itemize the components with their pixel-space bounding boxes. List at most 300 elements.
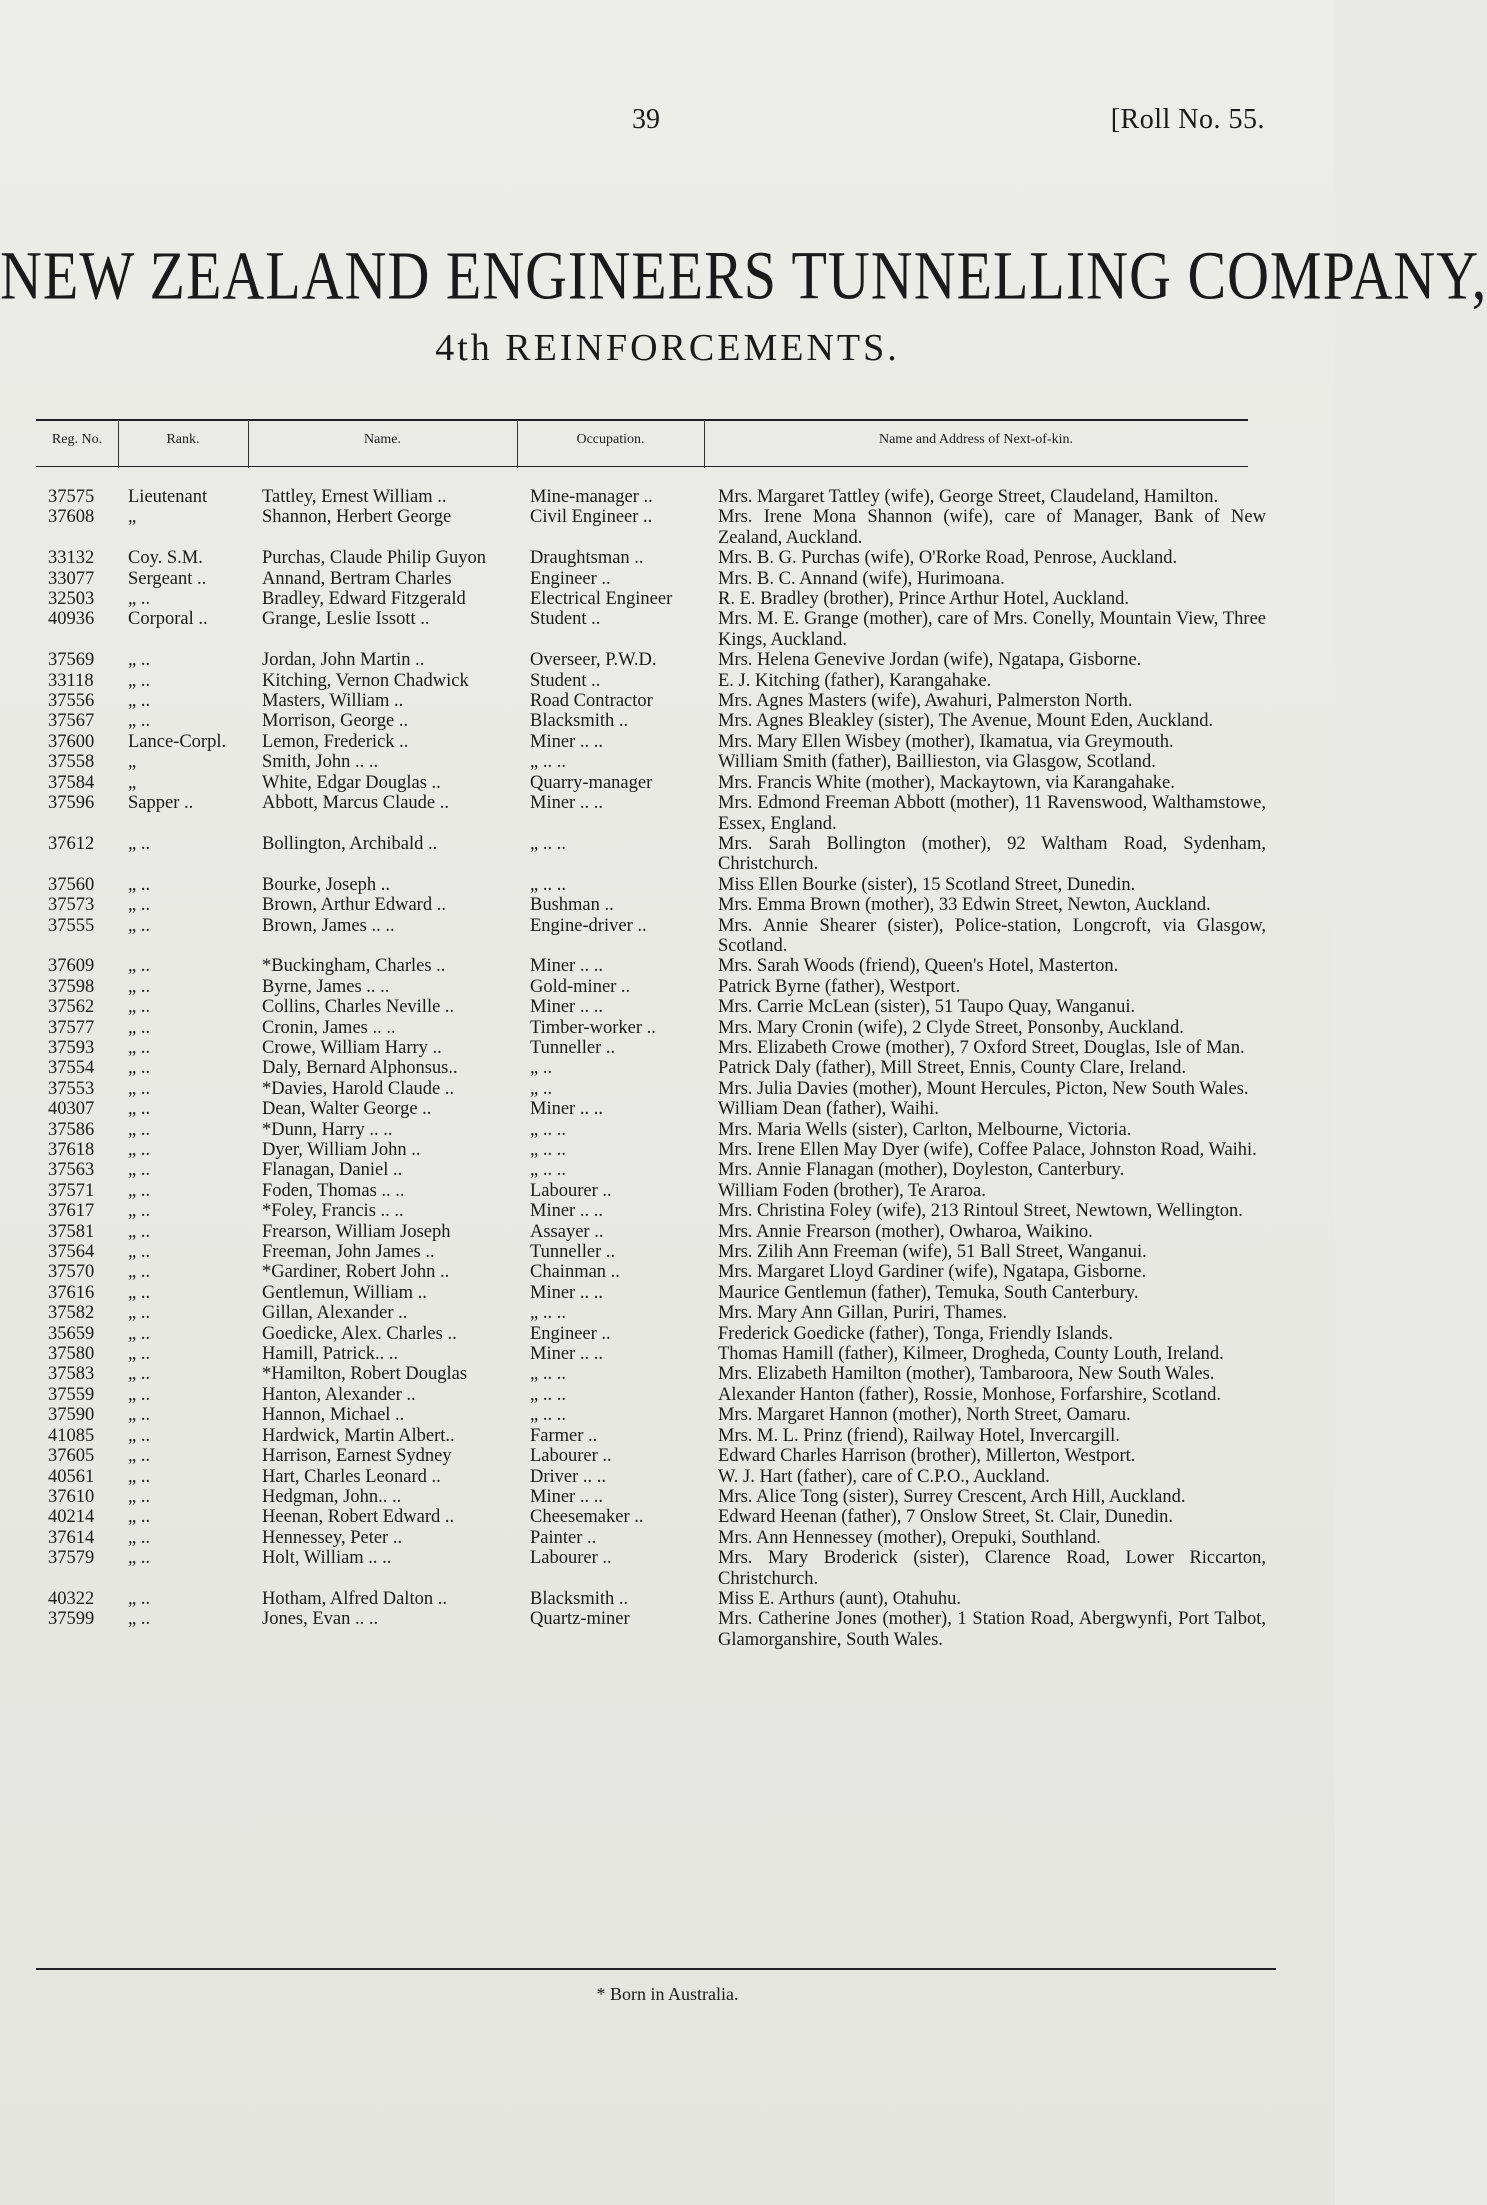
- rank-cell: „ ..: [128, 1119, 151, 1140]
- reg-no-cell: 37570: [48, 1262, 95, 1283]
- table-row: [0, 1385, 1335, 1405]
- table-row: [0, 1038, 1335, 1058]
- next-of-kin-cell: Mrs. Agnes Bleakley (sister), The Avenue, Mount Eden, Auckland.: [718, 711, 1214, 732]
- reg-no-cell: 37582: [48, 1303, 95, 1324]
- next-of-kin-cell: William Dean (father), Waihi.: [718, 1099, 939, 1120]
- reg-no-cell: 37562: [48, 997, 95, 1018]
- reg-no-cell: 37612: [48, 833, 95, 854]
- rank-cell: Sapper ..: [128, 793, 194, 814]
- name-cell: Crowe, William Harry ..: [262, 1037, 442, 1058]
- rank-cell: „ ..: [128, 1588, 151, 1609]
- rank-cell: „ ..: [128, 1507, 151, 1528]
- footnote: * Born in Australia.: [596, 1984, 739, 2004]
- reg-no-cell: 41085: [48, 1425, 95, 1446]
- next-of-kin-cell: Mrs. Helena Genevive Jordan (wife), Ngatapa, Gisborne.: [718, 650, 1142, 671]
- table-row: [0, 1079, 1335, 1099]
- table-row: [0, 1548, 1335, 1589]
- next-of-kin-cell: Patrick Daly (father), Mill Street, Ennis, County Clare, Ireland.: [718, 1058, 1187, 1079]
- name-cell: Goedicke, Alex. Charles ..: [262, 1323, 457, 1344]
- name-cell: Shannon, Herbert George: [262, 507, 452, 528]
- occupation-cell: Miner .. ..: [530, 997, 603, 1018]
- reg-no-cell: 37580: [48, 1344, 95, 1365]
- table-row: [0, 1099, 1335, 1119]
- name-cell: Morrison, George ..: [262, 711, 409, 732]
- next-of-kin-cell: Mrs. Sarah Woods (friend), Queen's Hotel, Masterton.: [718, 956, 1119, 977]
- rank-cell: „ ..: [128, 1364, 151, 1385]
- rank-cell: „ ..: [128, 691, 151, 712]
- table-row: [0, 1018, 1335, 1038]
- reg-no-cell: 37584: [48, 772, 95, 793]
- page-number: 39: [632, 104, 660, 135]
- name-cell: Hamill, Patrick.. ..: [262, 1344, 399, 1365]
- next-of-kin-cell: Mrs. Mary Ann Gillan, Puriri, Thames.: [718, 1303, 1007, 1324]
- occupation-cell: Electrical Engineer: [530, 589, 673, 610]
- table-row: [0, 834, 1335, 875]
- reg-no-cell: 37617: [48, 1201, 95, 1222]
- column-header-rank: Rank.: [166, 432, 200, 447]
- name-cell: Byrne, James .. ..: [262, 976, 390, 997]
- rank-cell: „ ..: [128, 915, 151, 936]
- reg-no-cell: 37596: [48, 793, 95, 814]
- next-of-kin-cell: Mrs. Irene Ellen May Dyer (wife), Coffee Palace, Johnston Road, Waihi.: [718, 1140, 1257, 1160]
- next-of-kin-cell: Miss Ellen Bourke (sister), 15 Scotland Street, Dunedin.: [718, 874, 1136, 895]
- next-of-kin-cell: Mrs. Emma Brown (mother), 33 Edwin Street, Newton, Auckland.: [718, 895, 1211, 916]
- table-row: [0, 609, 1335, 650]
- reg-no-cell: 37608: [48, 507, 95, 528]
- occupation-cell: Bushman ..: [530, 895, 614, 916]
- occupation-cell: Civil Engineer ..: [530, 507, 653, 528]
- next-of-kin-cell: Maurice Gentlemun (father), Temuka, South Canterbury.: [718, 1282, 1139, 1303]
- rank-cell: „ ..: [128, 1446, 151, 1467]
- name-cell: Dean, Walter George ..: [262, 1099, 432, 1120]
- rank-cell: „ ..: [128, 1384, 151, 1405]
- next-of-kin-cell: Mrs. Julia Davies (mother), Mount Hercules, Picton, New South Wales.: [718, 1078, 1249, 1099]
- occupation-cell: Tunneller ..: [530, 1242, 616, 1263]
- reg-no-cell: 37614: [48, 1527, 95, 1548]
- next-of-kin-cell: Mrs. Sarah Bollington (mother), 92 Waltham Road, Sydenham, Christchurch.: [718, 833, 1266, 875]
- occupation-cell: Labourer ..: [530, 1548, 612, 1569]
- rank-cell: „ ..: [128, 1486, 151, 1507]
- reg-no-cell: 40561: [48, 1466, 95, 1487]
- name-cell: Bourke, Joseph ..: [262, 874, 390, 895]
- name-cell: Tattley, Ernest William ..: [262, 487, 447, 507]
- table-row: [0, 1160, 1335, 1180]
- name-cell: *Davies, Harold Claude ..: [262, 1078, 455, 1099]
- table-row: [0, 1120, 1335, 1140]
- name-cell: White, Edgar Douglas ..: [262, 772, 441, 793]
- table-row: [0, 1181, 1335, 1201]
- occupation-cell: „ .. ..: [530, 833, 566, 854]
- rank-cell: Coy. S.M.: [128, 548, 203, 569]
- rank-cell: „ ..: [128, 670, 151, 691]
- table-row: [0, 773, 1335, 793]
- next-of-kin-cell: Mrs. Margaret Tattley (wife), George Street, Claudeland, Hamilton.: [718, 487, 1219, 507]
- table-row: [0, 569, 1335, 589]
- rank-cell: „ ..: [128, 1037, 151, 1058]
- table-row: [0, 1262, 1335, 1282]
- name-cell: Holt, William .. ..: [262, 1548, 392, 1569]
- table-row: [0, 487, 1335, 507]
- rank-cell: „ ..: [128, 1160, 151, 1181]
- name-cell: Foden, Thomas .. ..: [262, 1180, 405, 1201]
- reg-no-cell: 37600: [48, 731, 95, 752]
- rank-cell: „ ..: [128, 1282, 151, 1303]
- reg-no-cell: 37573: [48, 895, 95, 916]
- table-row: [0, 650, 1335, 670]
- rank-cell: „ ..: [128, 1221, 151, 1242]
- occupation-cell: Labourer ..: [530, 1180, 612, 1201]
- table-row: [0, 1446, 1335, 1466]
- rank-cell: Lieutenant: [128, 487, 208, 507]
- name-cell: Hardwick, Martin Albert..: [262, 1425, 455, 1446]
- occupation-cell: Overseer, P.W.D.: [530, 650, 657, 671]
- name-cell: Hedgman, John.. ..: [262, 1486, 402, 1507]
- table-row: [0, 1058, 1335, 1078]
- occupation-cell: Engineer ..: [530, 1323, 611, 1344]
- next-of-kin-cell: Mrs. B. G. Purchas (wife), O'Rorke Road, Penrose, Auckland.: [718, 548, 1178, 569]
- reg-no-cell: 40214: [48, 1507, 95, 1528]
- name-cell: *Gardiner, Robert John ..: [262, 1262, 450, 1283]
- reg-no-cell: 37567: [48, 711, 95, 732]
- occupation-cell: Labourer ..: [530, 1446, 612, 1467]
- rank-cell: Lance-Corpl.: [128, 731, 227, 752]
- name-cell: Brown, Arthur Edward ..: [262, 895, 446, 916]
- column-header-reg-no: Reg. No.: [51, 432, 103, 447]
- reg-no-cell: 33077: [48, 568, 95, 589]
- next-of-kin-cell: Alexander Hanton (father), Rossie, Monhose, Forfarshire, Scotland.: [718, 1384, 1221, 1405]
- next-of-kin-cell: E. J. Kitching (father), Karangahake.: [718, 670, 992, 691]
- occupation-cell: Miner .. ..: [530, 1282, 603, 1303]
- next-of-kin-cell: Mrs. Agnes Masters (wife), Awahuri, Palmerston North.: [718, 691, 1133, 712]
- rank-cell: „ ..: [128, 1078, 151, 1099]
- table-row: [0, 1405, 1335, 1425]
- name-cell: Jones, Evan .. ..: [262, 1609, 379, 1630]
- rank-cell: „ ..: [128, 1609, 151, 1630]
- next-of-kin-cell: Mrs. Irene Mona Shannon (wife), care of Manager, Bank of New Zealand, Auckland.: [718, 507, 1266, 548]
- reg-no-cell: 40322: [48, 1588, 95, 1609]
- reg-no-cell: 37553: [48, 1078, 95, 1099]
- name-cell: Flanagan, Daniel ..: [262, 1160, 403, 1181]
- table-row: [0, 977, 1335, 997]
- table-top-rule: [36, 419, 1248, 421]
- table-bottom-rule: [36, 1968, 1276, 1970]
- occupation-cell: Miner .. ..: [530, 731, 603, 752]
- occupation-cell: Blacksmith ..: [530, 1588, 629, 1609]
- occupation-cell: Painter ..: [530, 1527, 597, 1548]
- occupation-cell: Chainman ..: [530, 1262, 620, 1283]
- table-row: [0, 1364, 1335, 1384]
- next-of-kin-cell: Mrs. Elizabeth Hamilton (mother), Tambaroora, New South Wales.: [718, 1364, 1215, 1385]
- rank-cell: „ ..: [128, 589, 151, 610]
- table-row: [0, 956, 1335, 976]
- name-cell: Bradley, Edward Fitzgerald: [262, 589, 466, 610]
- next-of-kin-cell: William Foden (brother), Te Araroa.: [718, 1180, 986, 1201]
- next-of-kin-cell: Mrs. M. L. Prinz (friend), Railway Hotel, Invercargill.: [718, 1425, 1120, 1446]
- rank-cell: Sergeant ..: [128, 568, 207, 589]
- page-subtitle: 4th REINFORCEMENTS.: [435, 327, 900, 369]
- table-row: [0, 1242, 1335, 1262]
- occupation-cell: Mine-manager ..: [530, 487, 653, 507]
- next-of-kin-cell: Miss E. Arthurs (aunt), Otahuhu.: [718, 1588, 962, 1609]
- rank-cell: „ ..: [128, 956, 151, 977]
- next-of-kin-cell: Mrs. Mary Ellen Wisbey (mother), Ikamatua, via Greymouth.: [718, 731, 1174, 752]
- rank-cell: „ ..: [128, 1099, 151, 1120]
- reg-no-cell: 37579: [48, 1548, 95, 1569]
- occupation-cell: „ .. ..: [530, 1119, 566, 1140]
- next-of-kin-cell: Mrs. B. C. Annand (wife), Hurimoana.: [718, 568, 1005, 589]
- occupation-cell: Draughtsman ..: [530, 548, 644, 569]
- table-row: [0, 589, 1335, 609]
- table-row: [0, 1283, 1335, 1303]
- name-cell: Lemon, Frederick ..: [262, 731, 409, 752]
- table-row: [0, 1426, 1335, 1446]
- next-of-kin-cell: R. E. Bradley (brother), Prince Arthur Hotel, Auckland.: [718, 589, 1130, 610]
- occupation-cell: Timber-worker ..: [530, 1017, 656, 1038]
- occupation-cell: Student ..: [530, 609, 601, 630]
- name-cell: Hart, Charles Leonard ..: [262, 1466, 441, 1487]
- name-cell: Smith, John .. ..: [262, 752, 379, 773]
- rank-cell: „ ..: [128, 1303, 151, 1324]
- name-cell: Bollington, Archibald ..: [262, 833, 438, 854]
- occupation-cell: Miner .. ..: [530, 956, 603, 977]
- occupation-cell: „ .. ..: [530, 1384, 566, 1405]
- table-row: [0, 1467, 1335, 1487]
- name-cell: Jordan, John Martin ..: [262, 650, 425, 671]
- page-title: NEW ZEALAND ENGINEERS TUNNELLING COMPANY,: [0, 237, 1487, 314]
- next-of-kin-cell: Mrs. Elizabeth Crowe (mother), 7 Oxford Street, Douglas, Isle of Man.: [718, 1037, 1245, 1058]
- rank-cell: Corporal ..: [128, 609, 208, 630]
- reg-no-cell: 37555: [48, 915, 95, 936]
- occupation-cell: Cheesemaker ..: [530, 1507, 644, 1528]
- table-row: [0, 752, 1335, 772]
- occupation-cell: Miner .. ..: [530, 1344, 603, 1365]
- name-cell: *Hamilton, Robert Douglas: [262, 1364, 468, 1385]
- table-row: [0, 875, 1335, 895]
- table-row: [0, 1507, 1335, 1527]
- rank-cell: „: [128, 752, 137, 773]
- rank-cell: „ ..: [128, 1344, 151, 1365]
- reg-no-cell: 37559: [48, 1384, 95, 1405]
- reg-no-cell: 37558: [48, 752, 95, 773]
- name-cell: Purchas, Claude Philip Guyon: [262, 548, 487, 569]
- table-row: [0, 1344, 1335, 1364]
- table-row: [0, 1589, 1335, 1609]
- rank-cell: „ ..: [128, 1323, 151, 1344]
- name-cell: Gentlemun, William ..: [262, 1282, 427, 1303]
- rank-cell: „ ..: [128, 895, 151, 916]
- occupation-cell: Miner .. ..: [530, 1486, 603, 1507]
- rank-cell: „: [128, 772, 137, 793]
- reg-no-cell: 40307: [48, 1099, 95, 1120]
- name-cell: Heenan, Robert Edward ..: [262, 1507, 455, 1528]
- reg-no-cell: 37554: [48, 1058, 95, 1079]
- next-of-kin-cell: Mrs. Mary Broderick (sister), Clarence Road, Lower Riccarton, Christchurch.: [718, 1548, 1266, 1589]
- occupation-cell: „ ..: [530, 1078, 553, 1099]
- table-row: [0, 691, 1335, 711]
- rank-cell: „ ..: [128, 1242, 151, 1263]
- reg-no-cell: 37605: [48, 1446, 95, 1467]
- table-row: [0, 671, 1335, 691]
- occupation-cell: Gold-miner ..: [530, 976, 631, 997]
- next-of-kin-cell: Thomas Hamill (father), Kilmeer, Drogheda, County Louth, Ireland.: [718, 1344, 1224, 1365]
- reg-no-cell: 37571: [48, 1180, 95, 1201]
- occupation-cell: Quarry-manager: [530, 772, 653, 793]
- occupation-cell: Quartz-miner: [530, 1609, 630, 1630]
- occupation-cell: „ .. ..: [530, 1303, 566, 1324]
- reg-no-cell: 37586: [48, 1119, 95, 1140]
- next-of-kin-cell: Mrs. Annie Frearson (mother), Owharoa, Waikino.: [718, 1221, 1093, 1242]
- table-row: [0, 548, 1335, 568]
- next-of-kin-cell: Mrs. Edmond Freeman Abbott (mother), 11 Ravenswood, Walthamstowe, Essex, England.: [718, 793, 1266, 834]
- occupation-cell: Assayer ..: [530, 1221, 604, 1242]
- name-cell: Frearson, William Joseph: [262, 1221, 451, 1242]
- rank-cell: „ ..: [128, 1548, 151, 1569]
- column-header-name: Name.: [364, 432, 401, 447]
- table-row: [0, 1324, 1335, 1344]
- rank-cell: „: [128, 507, 137, 528]
- name-cell: Annand, Bertram Charles: [262, 568, 452, 589]
- occupation-cell: „ .. ..: [530, 1405, 566, 1426]
- next-of-kin-cell: Edward Charles Harrison (brother), Millerton, Westport.: [718, 1446, 1136, 1467]
- table-row: [0, 997, 1335, 1017]
- rank-cell: „ ..: [128, 1017, 151, 1038]
- reg-no-cell: 37610: [48, 1486, 95, 1507]
- next-of-kin-cell: W. J. Hart (father), care of C.P.O., Auckland.: [718, 1466, 1050, 1487]
- rank-cell: „ ..: [128, 1527, 151, 1548]
- next-of-kin-cell: Mrs. Margaret Lloyd Gardiner (wife), Ngatapa, Gisborne.: [718, 1262, 1147, 1283]
- name-cell: Brown, James .. ..: [262, 915, 395, 936]
- next-of-kin-cell: Mrs. Catherine Jones (mother), 1 Station Road, Abergwynfi, Port Talbot, Glamorganshire, South Wales.: [718, 1609, 1266, 1650]
- reg-no-cell: 37593: [48, 1037, 95, 1058]
- table-row: [0, 895, 1335, 915]
- reg-no-cell: 37599: [48, 1609, 95, 1630]
- next-of-kin-cell: Mrs. Ann Hennessey (mother), Orepuki, Southland.: [718, 1527, 1101, 1548]
- table-row: [0, 1140, 1335, 1160]
- table-row: [0, 1303, 1335, 1323]
- table-row: [0, 507, 1335, 548]
- next-of-kin-cell: Mrs. Francis White (mother), Mackaytown, via Karangahake.: [718, 772, 1175, 793]
- next-of-kin-cell: Mrs. Annie Flanagan (mother), Doyleston, Canterbury.: [718, 1160, 1125, 1181]
- rank-cell: „ ..: [128, 874, 151, 895]
- name-cell: Hotham, Alfred Dalton ..: [262, 1588, 447, 1609]
- reg-no-cell: 37569: [48, 650, 95, 671]
- name-cell: *Dunn, Harry .. ..: [262, 1119, 393, 1140]
- column-header-next-of-kin: Name and Address of Next-of-kin.: [878, 432, 1073, 447]
- occupation-cell: Farmer ..: [530, 1425, 598, 1446]
- name-cell: *Buckingham, Charles ..: [262, 956, 446, 977]
- rank-cell: „ ..: [128, 976, 151, 997]
- rank-cell: „ ..: [128, 1140, 151, 1160]
- table-header-rule: [36, 466, 1248, 467]
- occupation-cell: Engine-driver ..: [530, 915, 647, 936]
- table-row: [0, 711, 1335, 731]
- reg-no-cell: 37609: [48, 956, 95, 977]
- next-of-kin-cell: Mrs. Maria Wells (sister), Carlton, Melbourne, Victoria.: [718, 1119, 1132, 1140]
- rank-cell: „ ..: [128, 833, 151, 854]
- rank-cell: „ ..: [128, 1262, 151, 1283]
- rank-cell: „ ..: [128, 997, 151, 1018]
- occupation-cell: Driver .. ..: [530, 1466, 607, 1487]
- rank-cell: „ ..: [128, 1425, 151, 1446]
- rank-cell: „ ..: [128, 711, 151, 732]
- reg-no-cell: 33132: [48, 548, 95, 569]
- name-cell: Masters, William ..: [262, 691, 404, 712]
- name-cell: Kitching, Vernon Chadwick: [262, 670, 469, 691]
- reg-no-cell: 37581: [48, 1221, 95, 1242]
- occupation-cell: „ .. ..: [530, 1364, 566, 1385]
- rank-cell: „ ..: [128, 650, 151, 671]
- column-header-occupation: Occupation.: [576, 432, 645, 447]
- table-row: [0, 1609, 1335, 1650]
- table-row: [0, 1528, 1335, 1548]
- reg-no-cell: 37598: [48, 976, 95, 997]
- name-cell: Hanton, Alexander ..: [262, 1384, 416, 1405]
- next-of-kin-cell: Mrs. M. E. Grange (mother), care of Mrs. Conelly, Mountain View, Three Kings, Auckland.: [718, 609, 1266, 650]
- name-cell: Collins, Charles Neville ..: [262, 997, 455, 1018]
- occupation-cell: Road Contractor: [530, 691, 653, 712]
- occupation-cell: „ .. ..: [530, 1160, 566, 1181]
- occupation-cell: Miner .. ..: [530, 1201, 603, 1222]
- occupation-cell: Miner .. ..: [530, 793, 603, 814]
- next-of-kin-cell: Frederick Goedicke (father), Tonga, Friendly Islands.: [718, 1323, 1113, 1344]
- next-of-kin-cell: Mrs. Mary Cronin (wife), 2 Clyde Street, Ponsonby, Auckland.: [718, 1017, 1184, 1038]
- reg-no-cell: 37577: [48, 1017, 95, 1038]
- next-of-kin-cell: Patrick Byrne (father), Westport.: [718, 976, 961, 997]
- occupation-cell: „ .. ..: [530, 1140, 566, 1160]
- name-cell: *Foley, Francis .. ..: [262, 1201, 404, 1222]
- occupation-cell: „ .. ..: [530, 874, 566, 895]
- table-row: [0, 1222, 1335, 1242]
- roll-number: [Roll No. 55.: [1110, 104, 1265, 135]
- next-of-kin-cell: Mrs. Zilih Ann Freeman (wife), 51 Ball Street, Wanganui.: [718, 1242, 1147, 1263]
- table-row: [0, 916, 1335, 957]
- reg-no-cell: 37560: [48, 874, 95, 895]
- reg-no-cell: 37575: [48, 487, 95, 507]
- occupation-cell: „ .. ..: [530, 752, 566, 773]
- rank-cell: „ ..: [128, 1201, 151, 1222]
- rank-cell: „ ..: [128, 1466, 151, 1487]
- name-cell: Grange, Leslie Issott ..: [262, 609, 430, 630]
- reg-no-cell: 40936: [48, 609, 95, 630]
- table-row: [0, 793, 1335, 834]
- name-cell: Hennessey, Peter ..: [262, 1527, 403, 1548]
- table-row: [0, 1487, 1335, 1507]
- next-of-kin-cell: Edward Heenan (father), 7 Onslow Street, St. Clair, Dunedin.: [718, 1507, 1173, 1528]
- table-row: [0, 1201, 1335, 1221]
- reg-no-cell: 37616: [48, 1282, 95, 1303]
- name-cell: Hannon, Michael ..: [262, 1405, 405, 1426]
- occupation-cell: Student ..: [530, 670, 601, 691]
- name-cell: Abbott, Marcus Claude ..: [262, 793, 450, 814]
- name-cell: Freeman, John James ..: [262, 1242, 435, 1263]
- reg-no-cell: 37583: [48, 1364, 95, 1385]
- table-row: [0, 732, 1335, 752]
- name-cell: Daly, Bernard Alphonsus..: [262, 1058, 458, 1079]
- next-of-kin-cell: Mrs. Carrie McLean (sister), 51 Taupo Quay, Wanganui.: [718, 997, 1136, 1018]
- roll-table-body: [0, 487, 1335, 1650]
- reg-no-cell: 33118: [48, 670, 94, 691]
- next-of-kin-cell: Mrs. Alice Tong (sister), Surrey Crescent, Arch Hill, Auckland.: [718, 1486, 1186, 1507]
- rank-cell: „ ..: [128, 1180, 151, 1201]
- occupation-cell: „ ..: [530, 1058, 553, 1079]
- next-of-kin-cell: Mrs. Christina Foley (wife), 213 Rintoul Street, Newtown, Wellington.: [718, 1201, 1243, 1222]
- name-cell: Gillan, Alexander ..: [262, 1303, 408, 1324]
- reg-no-cell: 37563: [48, 1160, 95, 1181]
- reg-no-cell: 37556: [48, 691, 95, 712]
- next-of-kin-cell: William Smith (father), Baillieston, via Glasgow, Scotland.: [718, 752, 1156, 773]
- occupation-cell: Engineer ..: [530, 568, 611, 589]
- name-cell: Cronin, James .. ..: [262, 1017, 396, 1038]
